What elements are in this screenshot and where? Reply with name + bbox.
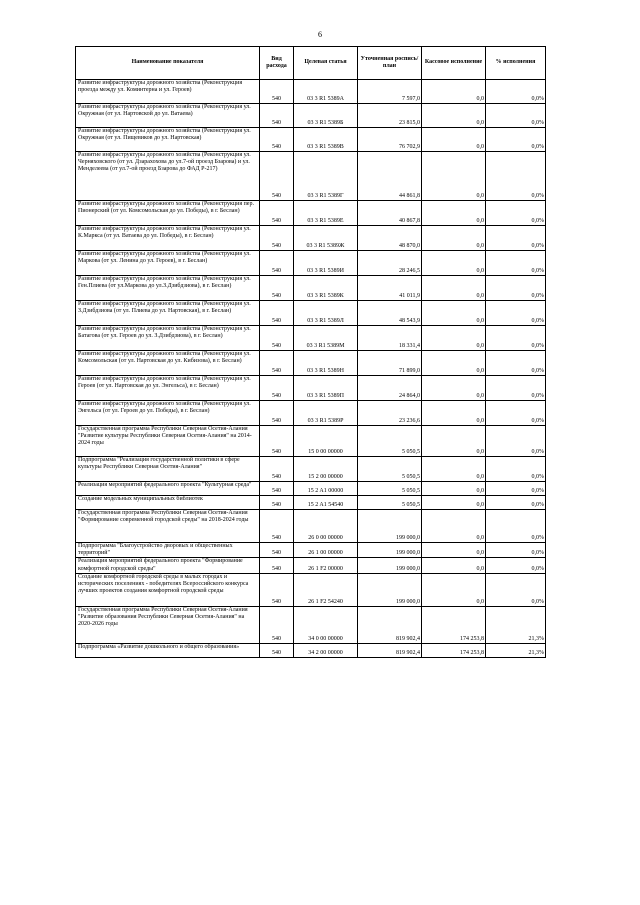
cell-name: Государственная программа Республики Северная Осетия-Алания "Развитие образования Республики Северная Осетия-Алания" на 2020-2026 годы [76, 606, 260, 643]
cell-plan: 23 815,0 [358, 104, 422, 128]
cell-cash-execution: 0,0 [422, 558, 486, 573]
table-row [76, 152, 546, 201]
cell-target-article: 03 3 R1 5389В [294, 128, 358, 152]
cell-execution-percent: 0,0% [486, 326, 546, 351]
cell-target-article: 26 1 F2 54240 [294, 573, 358, 606]
cell-execution-percent: 0,0% [486, 510, 546, 543]
cell-target-article: 26 1 00 00000 [294, 543, 358, 558]
cell-name: Развитие инфраструктуры дорожного хозяйства (Реконструкция ул. Ген.Плиева (от ул.Маркова до ул.З.Дзибдзиова), в г. Беслан) [76, 276, 260, 301]
cell-name: Развитие инфраструктуры дорожного хозяйства (Реконструкция ул. Маркова (от ул. Ленина до ул. Героев), в г. Беслан) [76, 251, 260, 276]
cell-cash-execution: 0,0 [422, 80, 486, 104]
cell-execution-percent: 0,0% [486, 152, 546, 201]
table-row [76, 457, 546, 482]
cell-cash-execution: 0,0 [422, 543, 486, 558]
cell-name: Реализация мероприятий федерального проекта "Культурная среда" [76, 482, 260, 496]
header-expense-type: Вид расхода [260, 47, 294, 80]
table-row [76, 201, 546, 226]
cell-execution-percent: 0,0% [486, 301, 546, 326]
cell-cash-execution: 0,0 [422, 128, 486, 152]
cell-execution-percent: 0,0% [486, 104, 546, 128]
header-cash-execution: Кассовое исполнение [422, 47, 486, 80]
header-execution-percent: % исполнения [486, 47, 546, 80]
cell-cash-execution: 0,0 [422, 482, 486, 496]
cell-plan: 48 543,9 [358, 301, 422, 326]
cell-plan: 48 870,0 [358, 226, 422, 251]
cell-expense-type: 540 [260, 128, 294, 152]
cell-execution-percent: 21,3% [486, 643, 546, 657]
cell-execution-percent: 0,0% [486, 543, 546, 558]
cell-name: Развитие инфраструктуры дорожного хозяйства (Реконструкция ул. Комсомольская (от ул. Нартовская до ул. Кибизова), в г. Беслан) [76, 351, 260, 376]
cell-target-article: 03 3 R1 5389Н [294, 351, 358, 376]
cell-plan: 41 011,9 [358, 276, 422, 301]
cell-name: Развитие инфраструктуры дорожного хозяйства (Реконструкция проезда между ул. Коминтерна и ул. Героев) [76, 80, 260, 104]
budget-execution-table [75, 46, 546, 658]
table-row [76, 510, 546, 543]
cell-plan: 7 597,0 [358, 80, 422, 104]
cell-cash-execution: 0,0 [422, 276, 486, 301]
cell-expense-type: 540 [260, 301, 294, 326]
cell-target-article: 03 3 R1 5389Л [294, 301, 358, 326]
cell-target-article: 15 2 A1 54540 [294, 496, 358, 510]
table-row [76, 376, 546, 401]
table-row [76, 426, 546, 457]
cell-target-article: 15 2 00 00000 [294, 457, 358, 482]
cell-plan: 199 000,0 [358, 558, 422, 573]
cell-cash-execution: 0,0 [422, 326, 486, 351]
cell-execution-percent: 0,0% [486, 457, 546, 482]
header-plan: Уточненная роспись/план [358, 47, 422, 80]
cell-cash-execution: 0,0 [422, 226, 486, 251]
table-row [76, 326, 546, 351]
table-row [76, 301, 546, 326]
cell-target-article: 34 0 00 00000 [294, 606, 358, 643]
cell-name: Развитие инфраструктуры дорожного хозяйства (Реконструкция ул. Героев (от ул. Нартовская до ул. Энгельса), в г. Беслан) [76, 376, 260, 401]
cell-target-article: 03 3 R1 5389Ж [294, 226, 358, 251]
cell-target-article: 15 2 A1 00000 [294, 482, 358, 496]
cell-execution-percent: 0,0% [486, 558, 546, 573]
cell-name: Развитие инфраструктуры дорожного хозяйства (Реконструкция ул. Энгельса (от ул. Героев до ул. Победы), в г. Беслан) [76, 401, 260, 426]
table-row [76, 251, 546, 276]
cell-plan: 199 000,0 [358, 543, 422, 558]
cell-expense-type: 540 [260, 376, 294, 401]
table-row [76, 558, 546, 573]
cell-name: Развитие инфраструктуры дорожного хозяйства (Реконструкция пер. Пионерский (от ул. Комсомольская до ул. Победы), в г. Беслан) [76, 201, 260, 226]
cell-name: Создание комфортной городской среды в малых городах и исторических поселениях - победителях Всероссийского конкурса лучших проектов создания комфортной городской среды [76, 573, 260, 606]
cell-expense-type: 540 [260, 543, 294, 558]
cell-target-article: 03 3 R1 5389Е [294, 201, 358, 226]
cell-plan: 71 899,0 [358, 351, 422, 376]
cell-name: Подпрограмма «Развитие дошкольного и общего образования» [76, 643, 260, 657]
cell-name: Развитие инфраструктуры дорожного хозяйства (Реконструкция ул. К.Маркса (от ул. Ватаева до ул. Победы), в г. Беслан) [76, 226, 260, 251]
cell-name: Подпрограмма "Благоустройство дворовых и общественных территорий" [76, 543, 260, 558]
cell-name: Государственная программа Республики Северная Осетия-Алания "Развитие культуры Республики Северная Осетия-Алания" на 2014-2024 годы [76, 426, 260, 457]
table-row [76, 128, 546, 152]
cell-name: Развитие инфраструктуры дорожного хозяйства (Реконструкция ул. Черняховского (от ул. Дзарахохова до ул.7-ой проезд Бзарова) и ул. Менделеева (от ул.7-ой проезд Бзарова до ФАД Р-217) [76, 152, 260, 201]
cell-name: Развитие инфраструктуры дорожного хозяйства (Реконструкция ул. Батагова (от ул. Героев до ул. З.Дзибдзиова), в г. Беслан) [76, 326, 260, 351]
cell-cash-execution: 0,0 [422, 573, 486, 606]
cell-cash-execution: 174 253,8 [422, 606, 486, 643]
table-row [76, 276, 546, 301]
cell-execution-percent: 0,0% [486, 201, 546, 226]
cell-name: Создание модельных муниципальных библиотек [76, 496, 260, 510]
header-name: Наименование показателя [76, 47, 260, 80]
cell-expense-type: 540 [260, 558, 294, 573]
table-row [76, 543, 546, 558]
cell-expense-type: 540 [260, 496, 294, 510]
cell-expense-type: 540 [260, 457, 294, 482]
cell-target-article: 15 0 00 00000 [294, 426, 358, 457]
table-body [76, 80, 546, 658]
cell-cash-execution: 0,0 [422, 301, 486, 326]
cell-name: Подпрограмма "Реализация государственной политики в сфере культуры Республики Северная Осетия-Алания" [76, 457, 260, 482]
cell-name: Развитие инфраструктуры дорожного хозяйства (Реконструкция ул. Окружная (от ул. Нартовской до ул. Ватаева) [76, 104, 260, 128]
cell-expense-type: 540 [260, 251, 294, 276]
cell-plan: 76 702,9 [358, 128, 422, 152]
table-row [76, 226, 546, 251]
cell-target-article: 03 3 R1 5389Г [294, 152, 358, 201]
cell-cash-execution: 0,0 [422, 496, 486, 510]
cell-plan: 44 861,8 [358, 152, 422, 201]
table-row [76, 573, 546, 606]
cell-plan: 5 050,5 [358, 426, 422, 457]
cell-name: Развитие инфраструктуры дорожного хозяйства (Реконструкция ул. З.Дзибдзиова (от ул. Плиева до ул. Нартовская), в г. Беслан) [76, 301, 260, 326]
cell-execution-percent: 0,0% [486, 376, 546, 401]
cell-execution-percent: 0,0% [486, 80, 546, 104]
cell-cash-execution: 0,0 [422, 201, 486, 226]
cell-plan: 24 864,0 [358, 376, 422, 401]
cell-cash-execution: 0,0 [422, 401, 486, 426]
cell-expense-type: 540 [260, 482, 294, 496]
cell-plan: 40 867,8 [358, 201, 422, 226]
cell-target-article: 03 3 R1 5389М [294, 326, 358, 351]
cell-expense-type: 540 [260, 80, 294, 104]
cell-target-article: 03 3 R1 5389И [294, 251, 358, 276]
cell-execution-percent: 0,0% [486, 276, 546, 301]
cell-name: Реализация мероприятий федерального проекта "Формирование комфортной городской среды" [76, 558, 260, 573]
cell-plan: 28 246,5 [358, 251, 422, 276]
table-row [76, 351, 546, 376]
cell-expense-type: 540 [260, 606, 294, 643]
cell-cash-execution: 0,0 [422, 510, 486, 543]
table-row [76, 496, 546, 510]
cell-target-article: 03 3 R1 5389А [294, 80, 358, 104]
cell-cash-execution: 0,0 [422, 251, 486, 276]
cell-expense-type: 540 [260, 401, 294, 426]
cell-expense-type: 540 [260, 104, 294, 128]
cell-plan: 5 050,5 [358, 496, 422, 510]
cell-name: Государственная программа Республики Северная Осетия-Алания "Формирование современной городской среды" на 2018-2024 годы [76, 510, 260, 543]
cell-cash-execution: 0,0 [422, 104, 486, 128]
cell-plan: 18 331,4 [358, 326, 422, 351]
cell-name: Развитие инфраструктуры дорожного хозяйства (Реконструкция ул. Окружная (от ул. Пищевиков до ул. Нартовская) [76, 128, 260, 152]
cell-target-article: 26 0 00 00000 [294, 510, 358, 543]
cell-plan: 199 000,0 [358, 510, 422, 543]
cell-expense-type: 540 [260, 326, 294, 351]
cell-expense-type: 540 [260, 152, 294, 201]
cell-expense-type: 540 [260, 426, 294, 457]
cell-target-article: 26 1 F2 00000 [294, 558, 358, 573]
cell-execution-percent: 0,0% [486, 426, 546, 457]
cell-expense-type: 540 [260, 226, 294, 251]
cell-cash-execution: 0,0 [422, 457, 486, 482]
table-row [76, 104, 546, 128]
cell-plan: 5 050,5 [358, 482, 422, 496]
cell-cash-execution: 174 253,8 [422, 643, 486, 657]
header-target-article: Целевая статья [294, 47, 358, 80]
table-row [76, 606, 546, 643]
cell-cash-execution: 0,0 [422, 351, 486, 376]
cell-target-article: 03 3 R1 5389П [294, 376, 358, 401]
table-row [76, 401, 546, 426]
page-number: 6 [318, 30, 322, 39]
cell-cash-execution: 0,0 [422, 376, 486, 401]
cell-expense-type: 540 [260, 351, 294, 376]
cell-execution-percent: 0,0% [486, 496, 546, 510]
cell-expense-type: 540 [260, 201, 294, 226]
cell-expense-type: 540 [260, 510, 294, 543]
cell-execution-percent: 0,0% [486, 251, 546, 276]
cell-plan: 199 000,0 [358, 573, 422, 606]
cell-execution-percent: 0,0% [486, 573, 546, 606]
cell-execution-percent: 0,0% [486, 351, 546, 376]
cell-cash-execution: 0,0 [422, 426, 486, 457]
cell-expense-type: 540 [260, 276, 294, 301]
cell-target-article: 03 3 R1 5389К [294, 276, 358, 301]
cell-execution-percent: 0,0% [486, 401, 546, 426]
cell-expense-type: 540 [260, 573, 294, 606]
cell-plan: 23 236,6 [358, 401, 422, 426]
cell-execution-percent: 0,0% [486, 128, 546, 152]
table-row [76, 482, 546, 496]
cell-expense-type: 540 [260, 643, 294, 657]
cell-plan: 819 902,4 [358, 606, 422, 643]
cell-target-article: 03 3 R1 5389Б [294, 104, 358, 128]
cell-execution-percent: 0,0% [486, 226, 546, 251]
cell-plan: 819 902,4 [358, 643, 422, 657]
cell-plan: 5 050,5 [358, 457, 422, 482]
cell-execution-percent: 0,0% [486, 482, 546, 496]
table-row [76, 80, 546, 104]
table-header-row [76, 47, 546, 80]
cell-target-article: 34 2 00 00000 [294, 643, 358, 657]
cell-target-article: 03 3 R1 5389Р [294, 401, 358, 426]
cell-execution-percent: 21,3% [486, 606, 546, 643]
cell-cash-execution: 0,0 [422, 152, 486, 201]
table-row [76, 643, 546, 657]
